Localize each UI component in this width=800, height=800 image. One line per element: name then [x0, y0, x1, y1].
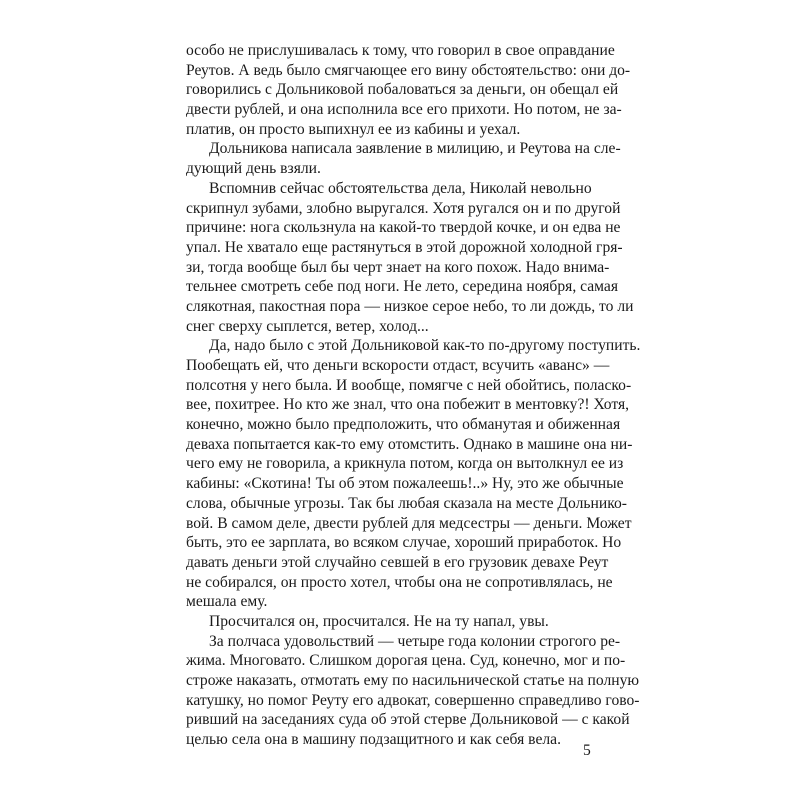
- text-line: говорились с Дольниковой побаловаться за деньги, он обещал ей: [186, 81, 619, 99]
- paragraph: [186, 179, 634, 337]
- text-line: скрипнул зубами, злобно выругался. Хотя ругался он и по другой: [186, 199, 621, 217]
- text-line: Дольникова написала заявление в милицию, и Реутова на сле-: [209, 140, 621, 158]
- text-line: слякотная, пакостная пора — низкое серое небо, то ли дождь, то ли: [186, 297, 634, 315]
- text-line: мешала ему.: [186, 593, 268, 611]
- text-line: Вспомнив сейчас обстоятельства дела, Николай невольно: [209, 179, 592, 197]
- text-line: чего ему не говорила, а крикнула потом, когда он вытолкнул ее из: [186, 455, 624, 473]
- text-line: вой. В самом деле, двести рублей для медсестры — деньги. Может: [186, 514, 632, 532]
- text-line: Пообещать ей, что деньги вскорости отдаст, всучить «аванс» —: [186, 357, 610, 374]
- text-line: дующий день взяли.: [186, 160, 321, 178]
- text-line: кабины: «Скотина! Ты об этом пожалеешь!..» Ну, это же обычные: [186, 475, 624, 493]
- text-line: ривший на заседаниях суда об этой стерве Дольниковой — с какой: [186, 711, 630, 729]
- text-line: вее, похитрее. Но кто же знал, что она побежит в ментовку?! Хотя,: [186, 396, 630, 414]
- paragraph: [186, 139, 621, 178]
- text-line: давать деньги этой случайно севшей в его грузовик девахе Реут: [186, 553, 609, 571]
- text-line: снег сверху сыплется, ветер, холод...: [186, 317, 429, 335]
- paragraph: [186, 336, 641, 612]
- text-line: конечно, можно было предположить, что обманутая и обиженная: [186, 416, 621, 434]
- text-line: особо не прислушивалась к тому, что говорил в свое оправдание: [186, 42, 615, 59]
- page-number: 5: [583, 742, 591, 759]
- text-line: тельнее смотреть себе под ноги. Не лето, середина ноября, самая: [186, 278, 619, 296]
- text-line: Да, надо было с этой Дольниковой как-то по-другому поступить.: [209, 337, 641, 355]
- text-line: деваха попытается как-то ему отомстить. Однако в машине она ни-: [186, 435, 633, 453]
- text-line: строже наказать, отмотать ему по насильнической статье на полную: [186, 672, 640, 689]
- text-line: жима. Многовато. Слишком дорогая цена. Суд, конечно, мог и по-: [186, 652, 626, 670]
- paragraph: [186, 612, 591, 632]
- text-line: целью села она в машину подзащитного и как себя вела.: [186, 731, 561, 749]
- paragraph: [186, 632, 640, 750]
- text-line: Просчитался он, просчитался. Не на ту напал, увы.: [209, 612, 549, 630]
- text-line: За полчаса удовольствий — четыре года колонии строгого ре-: [209, 632, 621, 650]
- text-line: платив, он просто выпихнул ее из кабины и уехал.: [186, 120, 521, 138]
- text-line: слова, обычные угрозы. Так бы любая сказала на месте Дольнико-: [186, 494, 627, 512]
- paragraph: [186, 41, 631, 139]
- text-line: полсотня у него была. И вообще, помягче с ней обойтись, поласко-: [186, 376, 632, 394]
- text-line: не собирался, он просто хотел, чтобы она не сопротивлялась, не: [186, 573, 613, 591]
- text-line: двести рублей, и она исполнила все его прихоти. Но потом, не за-: [186, 101, 622, 119]
- page-body-text: [186, 41, 641, 750]
- text-line: причине: нога скользнула на какой-то твердой кочке, и он едва не: [186, 219, 621, 237]
- text-line: зи, тогда вообще был бы черт знает на кого похож. Надо внима-: [186, 258, 610, 276]
- text-line: Реутов. А ведь было смягчающее его вину обстоятельство: они до-: [186, 61, 631, 79]
- text-line: упал. Не хватало еще растянуться в этой дорожной холодной гря-: [186, 238, 623, 256]
- text-line: быть, это ее зарплата, во всяком случае, хороший приработок. Но: [186, 534, 622, 552]
- text-line: катушку, но помог Реуту его адвокат, совершенно справедливо гово-: [186, 691, 640, 709]
